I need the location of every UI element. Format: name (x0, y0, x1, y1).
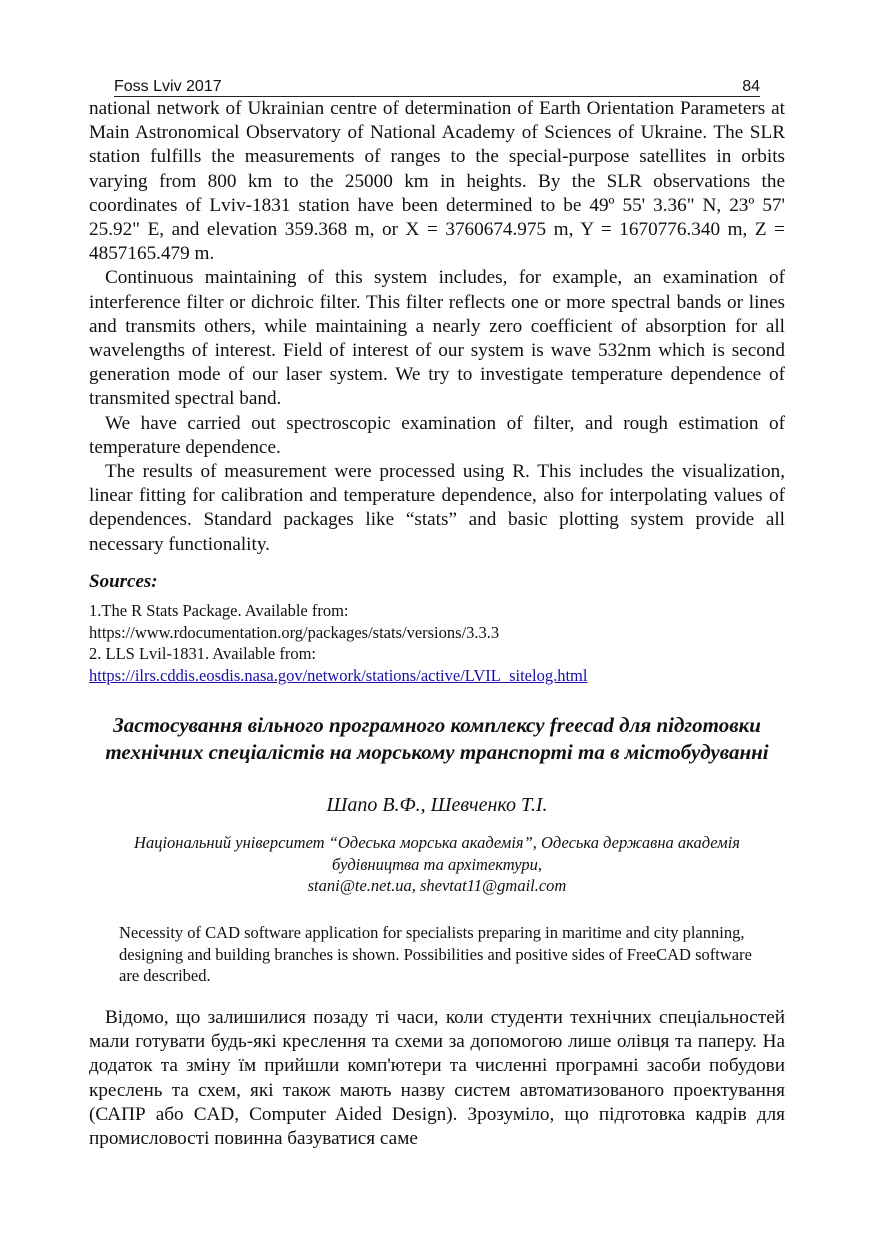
article-body-paragraph: Відомо, що залишилися позаду ті часи, коли студенти технічних спеціальностей мали готувати будь-які креслення та схеми за допомогою лише олівця та паперу. На додаток та зміну їм прийшли комп'ютери та численні програмні засоби побудови креслень та схем, які також мають назву систем автоматизованого проектування (САПР або CAD, Computer Aided Design). Зрозуміло, що підготовка кадрів для промисловості повинна базуватися саме (89, 1007, 785, 1150)
source-item-1-title: 1.The R Stats Package. Available from: (89, 601, 349, 620)
main-text (89, 97, 785, 557)
article-title: Застосування вільного програмного комплексу freecad для підготовки технічних спеціалістів на морському транспорті та в містобудуванні (105, 713, 769, 764)
source-item-1-url: https://www.rdocumentation.org/packages/stats/versions/3.3.3 (89, 622, 500, 642)
article-affiliation (89, 832, 785, 897)
running-header (114, 76, 760, 97)
article-authors: Шапо В.Ф., Шевченко Т.І. (326, 794, 548, 816)
paragraph: We have carried out spectroscopic examination of filter, and rough estimation of temperature dependence. (89, 412, 785, 458)
source-item-2-link[interactable]: https://ilrs.cddis.eosdis.nasa.gov/network/stations/active/LVIL_sitelog.html (89, 665, 588, 685)
author-emails: stani@te.net.ua, shevtat11@gmail.com (307, 876, 567, 895)
paragraph: national network of Ukrainian centre of determination of Earth Orientation Parameters at Main Astronomical Observatory of National Academy of Sciences of Ukraine. The SLR station fulfills the measurements of ranges to the special-purpose satellites in orbits varying from 800 km to the 25000 km in heights. By the SLR observations the coordinates of Lviv-1831 station have been determined to be 49º 55' 3.36" N, 23º 57' 25.92" E, and elevation 359.368 m, or X = 3760674.975 m, Y = 1670776.340 m, Z = 4857165.479 m. (89, 98, 785, 265)
source-item-2-title: 2. LLS Lvil-1831. Available from: (89, 644, 316, 663)
paragraph: Continuous maintaining of this system includes, for example, an examination of interference filter or dichroic filter. This filter reflects one or more spectral bands or lines and transmits others, while maintaining a nearly zero coefficient of absorption for all wavelengths of interest. Field of interest of our system is wave 532nm which is second generation mode of our laser system. We try to investigate temperature dependence of transmited spectral band. (89, 267, 785, 410)
paragraph: The results of measurement were processed using R. This includes the visualization, linear fitting for calibration and temperature dependence, also for interpolating values of dependences. Standard packages like “stats” and basic plotting system provide all necessary functionality. (89, 461, 785, 555)
sources-section (89, 570, 785, 686)
page-number: 84 (742, 78, 760, 95)
article-abstract: Necessity of CAD software application for specialists preparing in maritime and city planning, designing and building branches is shown. Possibilities and positive sides of FreeCAD software are described. (119, 923, 752, 985)
affiliation-text: Національний університет “Одеська морська академія”, Одеська державна академія будівництва та архітектури, (134, 833, 740, 874)
conference-name: Foss Lviv 2017 (114, 78, 222, 95)
sources-heading: Sources: (89, 571, 158, 592)
